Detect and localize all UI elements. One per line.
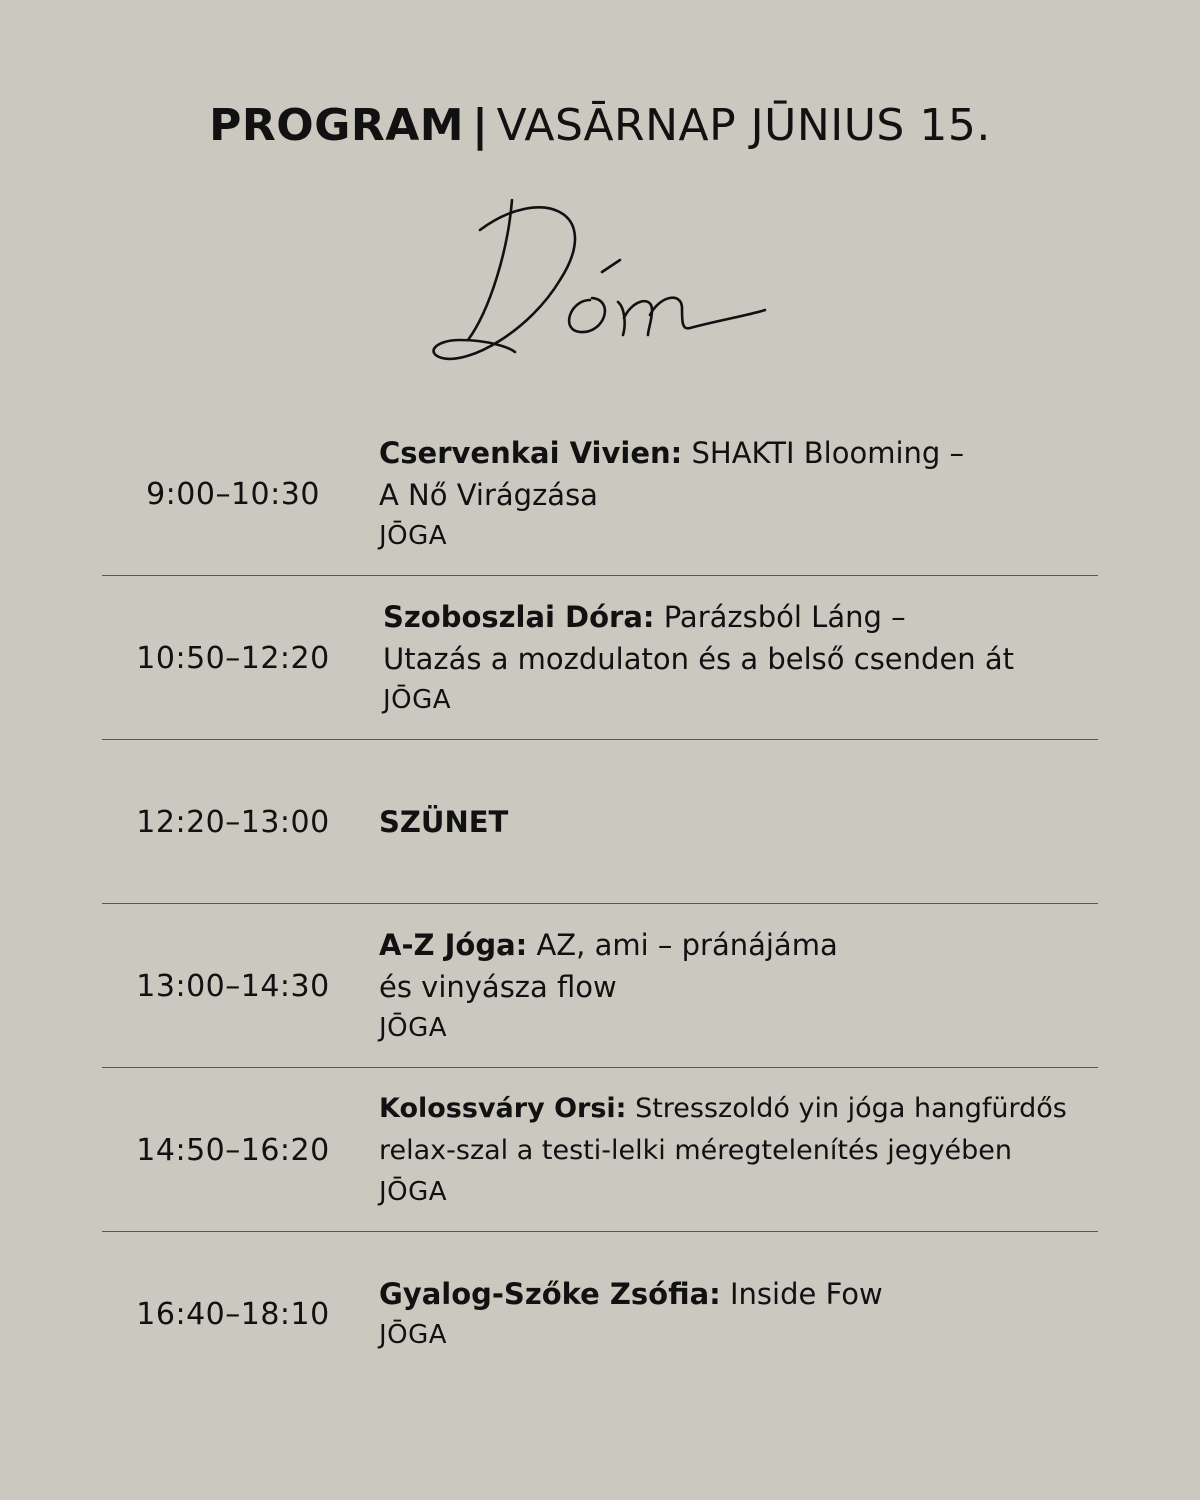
session-title [379,432,1139,516]
schedule-row [102,1232,1098,1396]
session-title [383,596,1143,680]
page-title [0,96,1200,156]
venue-name [420,380,421,381]
schedule-row [102,412,1098,576]
schedule-row [102,1068,1098,1232]
schedule-row [102,576,1098,740]
session-time: 14:50–16:20 [136,1132,330,1168]
session-details [379,740,1139,904]
presenter-name: Szoboszlai Dóra: [383,600,655,634]
session-category: JŌGA [383,685,452,715]
session-title-line2: és vinyásza flow [379,970,617,1004]
schedule-row-break [102,740,1098,904]
session-title-line2: Utazás a mozdulaton és a belső csenden át [383,642,1015,676]
session-time: 16:40–18:10 [136,1296,330,1332]
presenter-name: Cservenkai Vivien: [379,436,683,470]
session-title [379,1273,1139,1315]
session-details [379,1232,1139,1396]
session-title [379,1088,1139,1172]
break-label: SZÜNET [379,805,509,839]
session-title [379,924,1139,1008]
session-title-line1: Stresszoldó yin jóga hangfürdős [635,1093,1067,1124]
session-details [379,1068,1139,1232]
presenter-name: Kolossváry Orsi: [379,1093,627,1124]
session-category: JŌGA [379,1177,448,1207]
session-details [383,576,1143,740]
event-date: VASĀRNAP JŪNIUS 15. [496,100,991,151]
session-title-line1: SHAKTI Blooming – [691,436,965,470]
session-title-line1: Inside Fow [730,1277,883,1311]
session-title-line2: relax-szal a testi-lelki méregtelenítés jegyében [379,1135,1012,1166]
presenter-name: Gyalog-Szőke Zsófia: [379,1277,721,1311]
session-title-line2: A Nő Virágzása [379,478,598,512]
title-separator: | [472,100,489,151]
session-title-line1: Parázsból Láng – [663,600,906,634]
schedule-list [102,412,1098,1396]
venue-title [420,190,780,380]
presenter-name: A-Z Jóga: [379,928,528,962]
program-label: PROGRAM [209,100,465,151]
session-time: 12:20–13:00 [136,804,330,840]
session-category: JŌGA [379,1013,448,1043]
venue-script-lettering [420,190,780,380]
session-time: 9:00–10:30 [146,476,320,512]
session-time: 10:50–12:20 [136,640,330,676]
session-details [379,412,1139,576]
session-category: JŌGA [379,521,448,551]
session-details [379,904,1139,1068]
schedule-row [102,904,1098,1068]
session-title-line1: AZ, ami – pránájáma [536,928,838,962]
session-time: 13:00–14:30 [136,968,330,1004]
session-category: JŌGA [379,1320,448,1350]
